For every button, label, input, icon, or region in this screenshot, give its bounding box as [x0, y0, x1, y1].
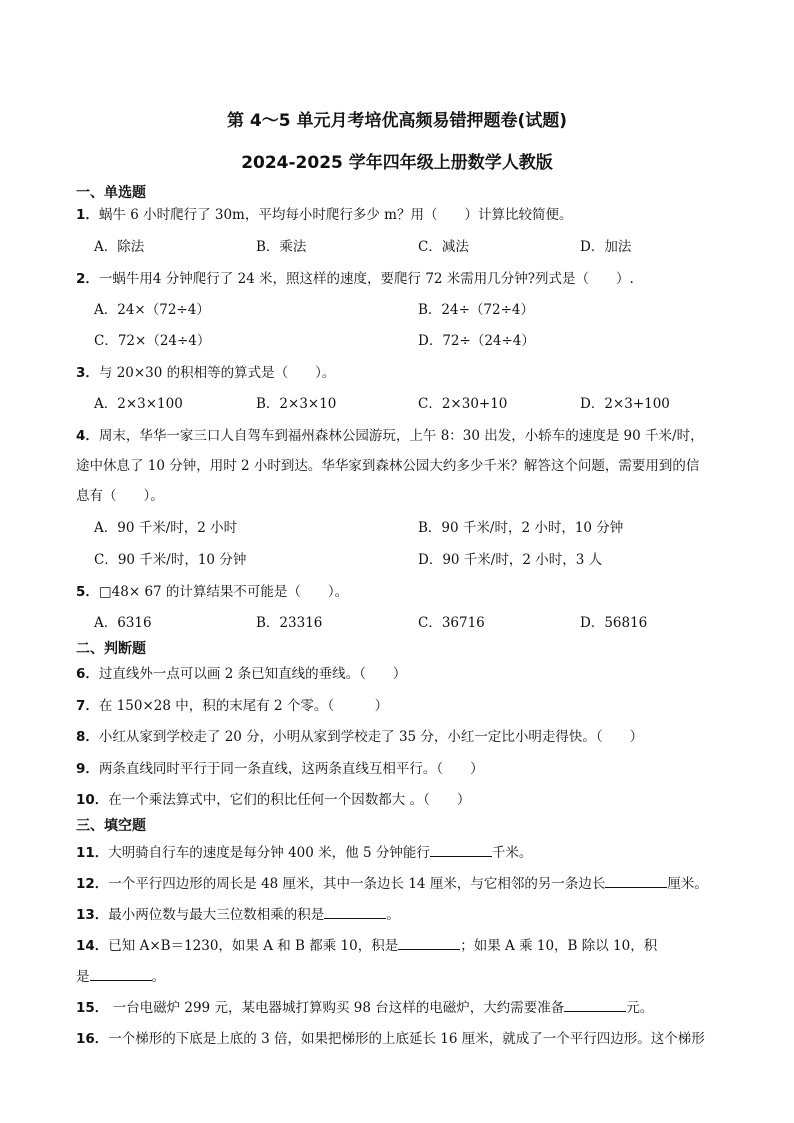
- question-5: [76, 582, 756, 602]
- question-text: 已知 A×B＝1230，如果 A 和 B 都乘 10，积是: [108, 938, 399, 954]
- question-text: 蜗牛 6 小时爬行了 30m，平均每小时爬行多少 m？用（ ）计算比较简便。: [98, 207, 573, 223]
- page-title: 第 4～5 单元月考培优高频易错押题卷(试题): [226, 111, 568, 131]
- question-number: 10．: [76, 792, 109, 808]
- question-13: [76, 904, 756, 925]
- question-text-end: 。: [151, 969, 165, 985]
- question-number: 7．: [76, 698, 99, 714]
- question-text-end: 千米。: [491, 845, 533, 861]
- section-heading-true-false: 二、判断题: [76, 641, 146, 657]
- question-number: 4．: [76, 428, 99, 444]
- option-b[interactable]: B．23316: [256, 615, 323, 631]
- question-text-mid: ；如果 A 乘 10，B 除以 10，积: [460, 938, 658, 954]
- option-c[interactable]: C．72×（24÷4）: [94, 333, 211, 349]
- question-number: 5．: [76, 584, 99, 600]
- question-number: 8．: [76, 729, 99, 745]
- answer-blank[interactable]: [398, 935, 460, 950]
- page-subtitle: 2024-2025 学年四年级上册数学人教版: [241, 153, 553, 173]
- option-a[interactable]: A．24×（72÷4）: [94, 302, 210, 318]
- question-1: [76, 205, 756, 225]
- question-text-end: 元。: [626, 1000, 654, 1016]
- answer-blank[interactable]: [564, 997, 626, 1012]
- question-4-line3: 息有（ ）。: [76, 488, 164, 504]
- question-number: 9．: [76, 761, 99, 777]
- question-text: 两条直线同时平行于同一条直线，这两条直线互相平行。（ ）: [98, 761, 484, 777]
- question-4: [76, 426, 756, 446]
- option-a[interactable]: A．6316: [94, 615, 152, 631]
- question-number: 12．: [76, 876, 109, 892]
- question-text: 过直线外一点可以画 2 条已知直线的垂线。（ ）: [98, 666, 407, 682]
- question-10: [76, 790, 756, 810]
- question-text: 与 20×30 的积相等的算式是（ ）。: [98, 365, 336, 381]
- question-2: [76, 269, 756, 289]
- question-text: 一蜗牛用4 分钟爬行了 24 米，照这样的速度，要爬行 72 米需用几分钟?列式是（ ）.: [98, 271, 634, 287]
- question-11: [76, 842, 756, 863]
- option-a[interactable]: A．90 千米/时，2 小时: [94, 520, 238, 536]
- question-text: 小红从家到学校走了 20 分，小明从家到学校走了 35 分，小红一定比小明走得快。（ ）: [98, 729, 644, 745]
- question-7: [76, 696, 756, 716]
- option-d[interactable]: D．加法: [580, 239, 632, 255]
- question-text-end: 。: [386, 907, 400, 923]
- question-number: 14．: [76, 938, 109, 954]
- option-c[interactable]: C．2×30+10: [418, 396, 508, 412]
- question-text: 一个平行四边形的周长是 48 厘米，其中一条边长 14 厘米，与它相邻的另一条边长: [108, 876, 606, 892]
- option-a[interactable]: A．2×3×100: [94, 396, 183, 412]
- question-4-line2: 途中休息了 10 分钟，用时 2 小时到达。华华家到森林公园大约多少千米？解答这个问题，需要用到的信: [76, 458, 700, 474]
- question-number: 15．: [76, 1000, 109, 1016]
- question-15: [76, 997, 756, 1018]
- option-d[interactable]: D．56816: [580, 615, 648, 631]
- option-a[interactable]: A．除法: [94, 239, 145, 255]
- answer-blank[interactable]: [324, 904, 386, 919]
- option-c[interactable]: C．90 千米/时，10 分钟: [94, 552, 247, 568]
- question-number: 6．: [76, 666, 99, 682]
- question-text: 在 150×28 中，积的末尾有 2 个零。（ ）: [98, 698, 389, 714]
- option-d[interactable]: D．72÷（24÷4）: [418, 333, 535, 349]
- question-number: 1．: [76, 207, 99, 223]
- option-d[interactable]: D．2×3+100: [580, 396, 670, 412]
- question-number: 3．: [76, 365, 99, 381]
- option-d[interactable]: D．90 千米/时，2 小时，3 人: [418, 552, 603, 568]
- section-heading-fill-blank: 三、填空题: [76, 818, 146, 834]
- section-heading-single-choice: 一、单选题: [76, 185, 146, 201]
- question-text: 在一个乘法算式中，它们的积比任何一个因数都大 。（ ）: [108, 792, 471, 808]
- option-c[interactable]: C．减法: [418, 239, 469, 255]
- question-text-end: 厘米。: [667, 876, 708, 892]
- question-number: 16．: [76, 1031, 109, 1047]
- question-text: 是: [76, 969, 90, 985]
- option-b[interactable]: B．乘法: [256, 239, 307, 255]
- question-number: 13．: [76, 907, 109, 923]
- answer-blank[interactable]: [605, 873, 667, 888]
- question-12: [76, 873, 756, 894]
- option-b[interactable]: B．2×3×10: [256, 396, 337, 412]
- question-text: 最小两位数与最大三位数相乘的积是: [108, 907, 325, 923]
- answer-blank[interactable]: [90, 966, 152, 981]
- question-14: [76, 935, 756, 956]
- question-number: 11．: [76, 845, 109, 861]
- question-number: 2．: [76, 271, 99, 287]
- question-text: 一个梯形的下底是上底的 3 倍，如果把梯形的上底延长 16 厘米，就成了一个平行四边形。这个梯形: [108, 1031, 705, 1047]
- option-b[interactable]: B．90 千米/时，2 小时，10 分钟: [418, 520, 624, 536]
- question-text-line1: 周末，华华一家三口人自驾车到福州森林公园游玩，上午 8：30 出发，小轿车的速度是 90 千米/时，: [98, 428, 704, 444]
- answer-blank[interactable]: [430, 842, 492, 857]
- question-8: [76, 727, 756, 747]
- question-text: □48× 67 的计算结果不可能是（ ）。: [98, 584, 349, 600]
- question-6: [76, 664, 756, 684]
- option-b[interactable]: B．24÷（72÷4）: [418, 302, 534, 318]
- option-c[interactable]: C．36716: [418, 615, 485, 631]
- question-text: 大明骑自行车的速度是每分钟 400 米，他 5 分钟能行: [108, 845, 430, 861]
- question-text: 一台电磁炉 299 元，某电器城打算购买 98 台这样的电磁炉，大约需要准备: [108, 1000, 565, 1016]
- question-14-line2: [76, 966, 756, 987]
- question-3: [76, 363, 756, 383]
- question-16: [76, 1029, 756, 1049]
- question-9: [76, 759, 756, 779]
